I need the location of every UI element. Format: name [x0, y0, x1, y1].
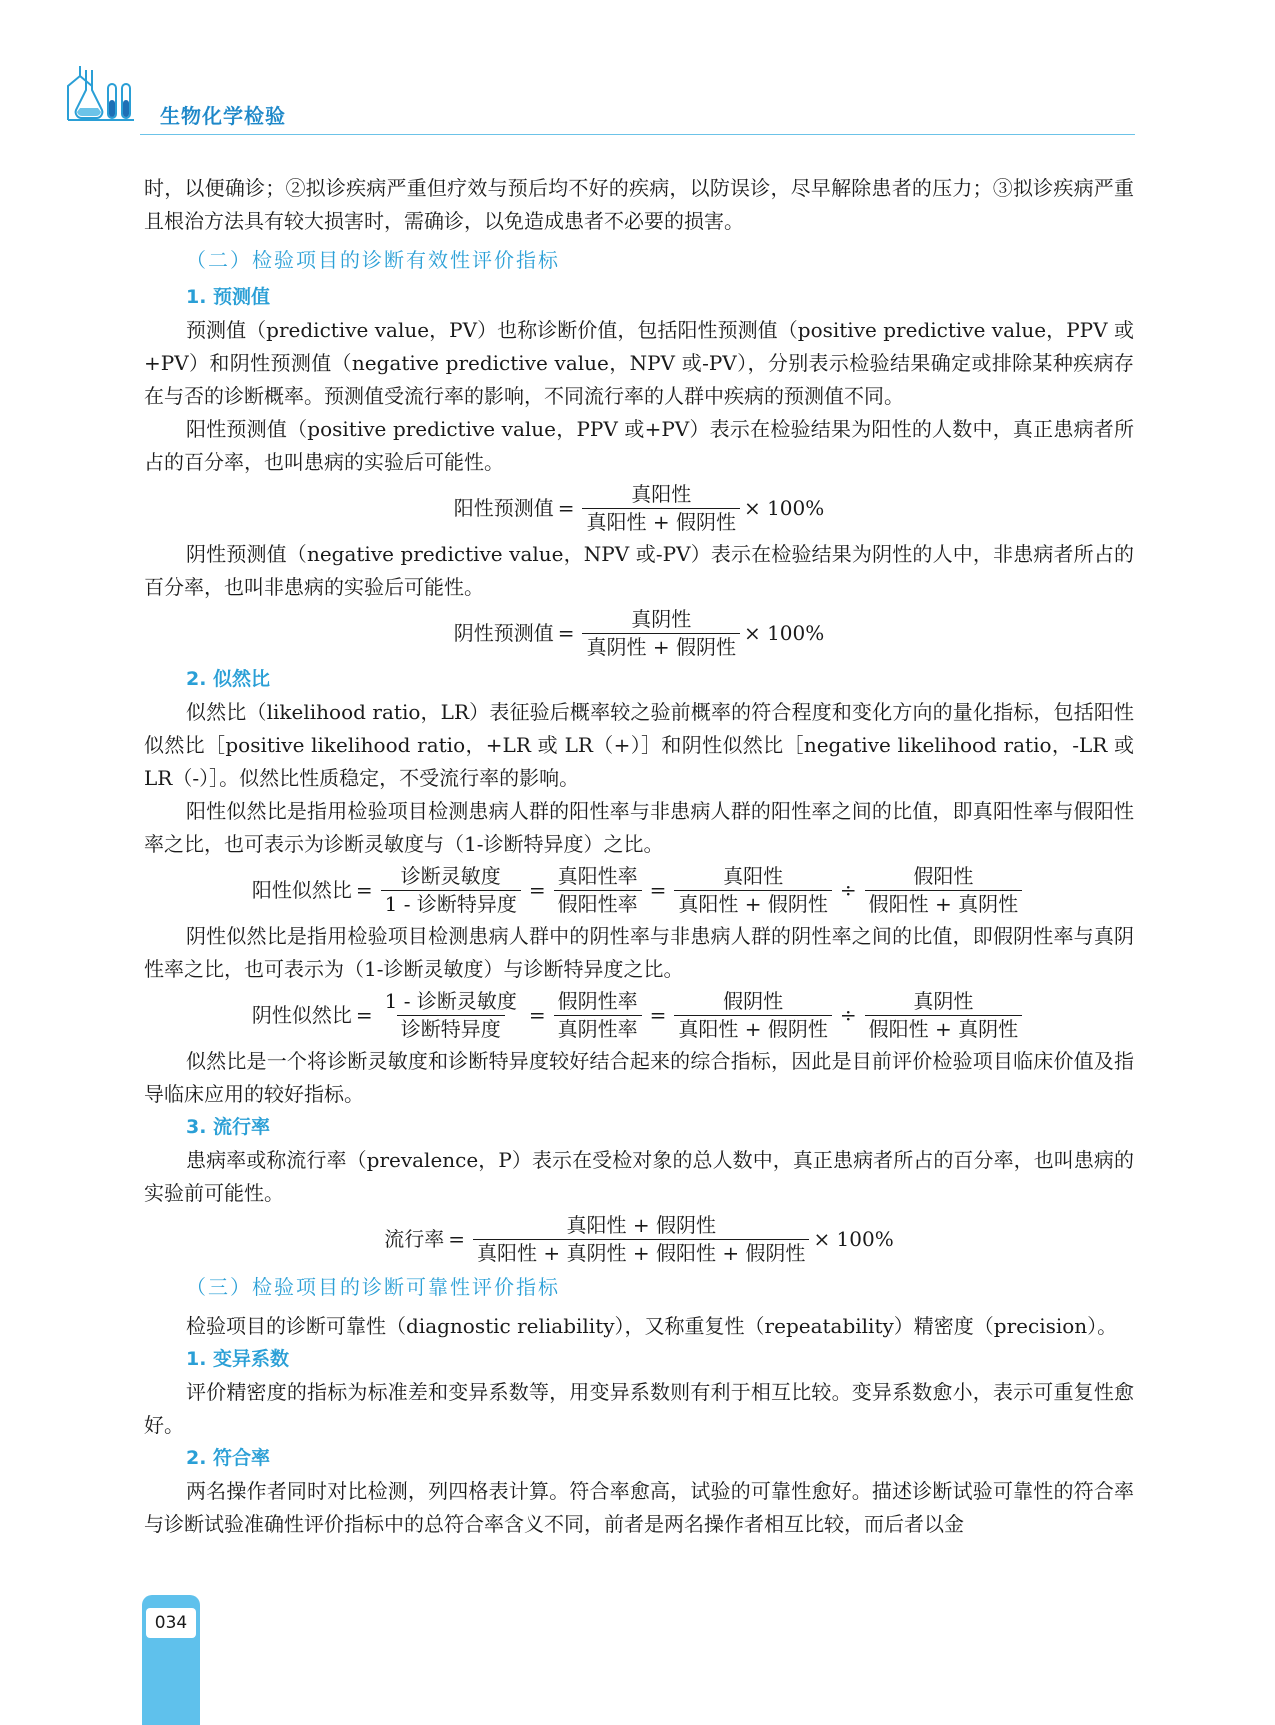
formula-lhs: 流行率	[384, 1227, 445, 1251]
paragraph: 时，以便确诊；②拟诊疾病严重但疗效与预后均不好的疾病，以防误诊，尽早解除患者的压力；③拟诊疾病严重且根治方法具有较大损害时，需确诊，以免造成患者不必要的损害。	[144, 176, 1134, 233]
numerator: 真阴性	[913, 989, 974, 1013]
equals-sign: =	[528, 878, 546, 902]
formula-tail: × 100%	[813, 1227, 894, 1251]
formula-lhs: 阳性预测值	[453, 496, 554, 520]
subsection-heading: 2. 似然比	[186, 668, 271, 690]
numerator: 真阴性	[631, 607, 692, 631]
equals-sign: =	[557, 621, 575, 645]
formula-lhs: 阳性似然比	[251, 878, 352, 902]
fraction	[381, 988, 521, 1043]
numerator: 假阴性	[723, 989, 784, 1013]
numerator: 假阳性	[913, 864, 974, 888]
formula-lhs: 阴性预测值	[453, 621, 554, 645]
formula-npv	[144, 606, 1134, 661]
numerator: 诊断灵敏度	[400, 864, 501, 888]
paragraph: 检验项目的诊断可靠性（diagnostic reliability），又称重复性（repeatability）精密度（precision）。	[186, 1314, 1118, 1338]
fraction	[865, 863, 1022, 918]
formula-positive-lr	[144, 863, 1134, 918]
denominator: 真阳性 + 假阴性	[582, 508, 739, 536]
divide-sign: ÷	[839, 878, 857, 902]
lab-flask-test-tube-icon	[66, 64, 136, 124]
denominator: 诊断特异度	[397, 1015, 505, 1043]
equals-sign: =	[649, 878, 667, 902]
paragraph: 患病率或称流行率（prevalence，P）表示在受检对象的总人数中，真正患病者所占的百分率，也叫患病的实验前可能性。	[144, 1148, 1134, 1205]
numerator: 真阳性	[631, 482, 692, 506]
section-heading: （二）检验项目的诊断有效性评价指标	[186, 248, 560, 272]
paragraph: 阳性似然比是指用检验项目检测患病人群的阳性率与非患病人群的阳性率之间的比值，即真阳性率与假阳性率之比，也可表示为诊断灵敏度与（1-诊断特异度）之比。	[144, 799, 1134, 856]
fraction	[473, 1212, 809, 1267]
subsection-heading: 1. 预测值	[186, 286, 271, 308]
equals-sign: =	[649, 1003, 667, 1027]
paragraph: 评价精密度的指标为标准差和变异系数等，用变异系数则有利于相互比较。变异系数愈小，表示可重复性愈好。	[144, 1380, 1134, 1437]
denominator: 真阳性 + 假阴性	[674, 890, 831, 918]
paragraph: 预测值（predictive value，PV）也称诊断价值，包括阳性预测值（positive predictive value，PPV 或+PV）和阴性预测值（negative predictive value，NPV 或-PV），分别表示检验结果确定或排除某种疾病存在与否的诊断概率。预测值受流行率的影响，不同流行率的人群中疾病的预测值不同。	[144, 318, 1134, 408]
paragraph: 阳性预测值（positive predictive value，PPV 或+PV）表示在检验结果为阳性的人数中，真正患病者所占的百分率，也叫患病的实验后可能性。	[144, 417, 1134, 474]
formula-lhs: 阴性似然比	[251, 1003, 352, 1027]
numerator: 假阴性率	[557, 989, 638, 1013]
formula-prevalence	[144, 1212, 1134, 1267]
fraction	[554, 988, 642, 1043]
paragraph: 两名操作者同时对比检测，列四格表计算。符合率愈高，试验的可靠性愈好。描述诊断试验可靠性的符合率与诊断试验准确性评价指标中的总符合率含义不同，前者是两名操作者相互比较，而后者以金	[144, 1479, 1134, 1536]
numerator: 真阳性	[723, 864, 784, 888]
fraction	[674, 863, 831, 918]
denominator: 真阴性 + 假阴性	[582, 633, 739, 661]
denominator: 假阳性 + 真阴性	[865, 1015, 1022, 1043]
fraction	[582, 481, 739, 536]
denominator: 1 - 诊断特异度	[381, 890, 521, 918]
subsection-heading: 2. 符合率	[186, 1447, 271, 1469]
denominator: 真阴性率	[554, 1015, 642, 1043]
equals-sign: =	[355, 878, 373, 902]
denominator: 真阳性 + 假阴性	[674, 1015, 831, 1043]
equals-sign: =	[557, 496, 575, 520]
denominator: 假阳性 + 真阴性	[865, 890, 1022, 918]
denominator: 假阳性率	[554, 890, 642, 918]
divide-sign: ÷	[839, 1003, 857, 1027]
paragraph: 似然比（likelihood ratio，LR）表征验后概率较之验前概率的符合程度和变化方向的量化指标，包括阳性似然比［positive likelihood ratio，+LR 或 LR（+）］和阴性似然比［negative likelihood ratio，-LR 或 LR（-）］。似然比性质稳定，不受流行率的影响。	[144, 700, 1134, 790]
equals-sign: =	[355, 1003, 373, 1027]
formula-ppv	[144, 481, 1134, 536]
numerator: 真阳性 + 假阴性	[566, 1213, 716, 1237]
fraction	[674, 988, 831, 1043]
header-rule	[140, 134, 1135, 135]
fraction	[381, 863, 521, 918]
fraction	[554, 863, 642, 918]
subsection-heading: 1. 变异系数	[186, 1348, 290, 1370]
section-heading: （三）检验项目的诊断可靠性评价指标	[186, 1275, 560, 1299]
fraction	[582, 606, 739, 661]
numerator: 真阳性率	[557, 864, 638, 888]
fraction	[865, 988, 1022, 1043]
paragraph: 阴性似然比是指用检验项目检测患病人群中的阴性率与非患病人群的阴性率之间的比值，即假阴性率与真阴性率之比，也可表示为（1-诊断灵敏度）与诊断特异度之比。	[144, 924, 1134, 981]
page-content	[144, 172, 1134, 1541]
formula-tail: × 100%	[743, 496, 825, 520]
denominator: 真阳性 + 真阴性 + 假阳性 + 假阴性	[473, 1239, 809, 1267]
subsection-heading: 3. 流行率	[186, 1116, 271, 1138]
page-number: 034	[146, 1608, 196, 1638]
equals-sign: =	[528, 1003, 546, 1027]
numerator: 1 - 诊断灵敏度	[384, 989, 517, 1013]
formula-negative-lr	[144, 988, 1134, 1043]
equals-sign: =	[448, 1227, 466, 1251]
paragraph: 似然比是一个将诊断灵敏度和诊断特异度较好结合起来的综合指标，因此是目前评价检验项目临床价值及指导临床应用的较好指标。	[144, 1049, 1134, 1106]
paragraph: 阴性预测值（negative predictive value，NPV 或-PV）表示在检验结果为阴性的人中，非患病者所占的百分率，也叫非患病的实验后可能性。	[144, 542, 1134, 599]
formula-tail: × 100%	[743, 621, 825, 645]
header-title: 生物化学检验	[160, 104, 286, 128]
